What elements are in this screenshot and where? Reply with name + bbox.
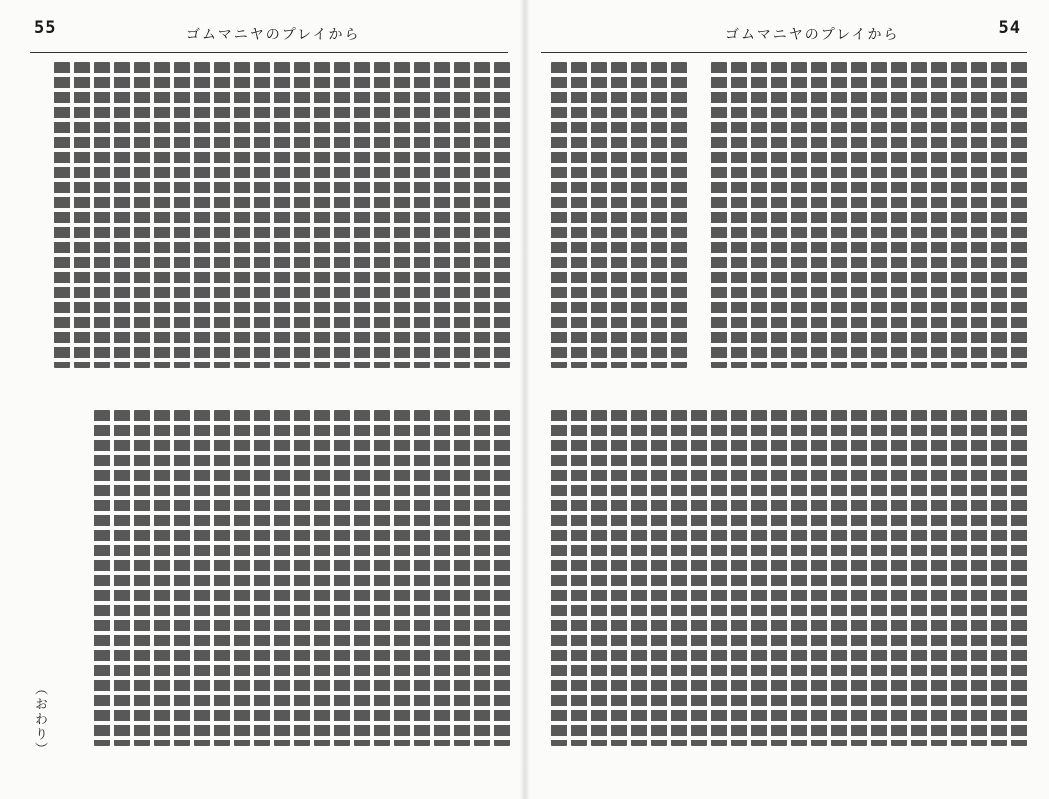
text-column: [394, 62, 410, 368]
text-block-lower-left: [40, 410, 510, 746]
text-column: [254, 62, 270, 368]
text-column: [1011, 410, 1027, 746]
text-column: [174, 410, 190, 746]
text-column: [611, 62, 627, 368]
text-column: [254, 410, 270, 746]
text-column: [951, 410, 967, 746]
text-column: [74, 410, 90, 746]
text-column: [851, 410, 867, 746]
text-column: [711, 410, 727, 746]
text-column: [1011, 62, 1027, 368]
text-column: [474, 62, 490, 368]
text-column: [154, 410, 170, 746]
running-head-right: ゴムマニヤのプレイから: [725, 27, 900, 43]
text-column: [591, 410, 607, 746]
text-column: [831, 410, 847, 746]
text-column: [354, 62, 370, 368]
text-column: [751, 62, 767, 368]
text-column: [731, 410, 747, 746]
text-block-upper-right: [543, 62, 1027, 368]
end-mark: （おわり）: [32, 682, 47, 757]
text-column: [374, 62, 390, 368]
running-head-left: ゴムマニヤのプレイから: [186, 27, 361, 43]
text-column: [434, 62, 450, 368]
text-column: [851, 62, 867, 368]
right-page: [525, 0, 1049, 799]
text-column: [631, 62, 647, 368]
text-column: [891, 62, 907, 368]
text-column: [971, 410, 987, 746]
text-column: [991, 62, 1007, 368]
text-column: [214, 62, 230, 368]
text-column: [234, 62, 250, 368]
text-column: [791, 62, 807, 368]
text-column: [94, 62, 110, 368]
header-rule-right: [541, 52, 1027, 53]
text-column: [931, 62, 947, 368]
text-column: [434, 410, 450, 746]
page-number-left: 55: [34, 18, 57, 38]
text-column: [671, 410, 687, 746]
text-column: [394, 410, 410, 746]
text-column: [811, 62, 827, 368]
text-column: [871, 62, 887, 368]
left-page: [0, 0, 524, 799]
text-column: [314, 410, 330, 746]
text-column: [971, 62, 987, 368]
text-column: [414, 62, 430, 368]
text-column: [591, 62, 607, 368]
text-column: [334, 410, 350, 746]
page-number-right: 54: [998, 18, 1021, 38]
text-column: [691, 62, 707, 368]
text-column: [551, 410, 567, 746]
text-column: [274, 62, 290, 368]
text-column: [651, 62, 667, 368]
header-rule-left: [30, 52, 508, 53]
text-column: [234, 410, 250, 746]
text-column: [134, 62, 150, 368]
text-column: [174, 62, 190, 368]
text-column: [154, 62, 170, 368]
text-column: [731, 62, 747, 368]
text-column: [911, 62, 927, 368]
text-column: [54, 62, 70, 368]
text-column: [494, 410, 510, 746]
text-column: [571, 410, 587, 746]
text-column: [194, 62, 210, 368]
text-column: [354, 410, 370, 746]
text-column: [771, 410, 787, 746]
text-column: [274, 410, 290, 746]
text-column: [931, 410, 947, 746]
text-column: [94, 410, 110, 746]
text-column: [551, 62, 567, 368]
text-column: [611, 410, 627, 746]
text-column: [571, 62, 587, 368]
text-column: [74, 62, 90, 368]
text-column: [771, 62, 787, 368]
text-block-upper-left: [40, 62, 510, 368]
text-column: [711, 62, 727, 368]
text-column: [691, 410, 707, 746]
text-column: [374, 410, 390, 746]
text-column: [114, 410, 130, 746]
text-column: [831, 62, 847, 368]
text-column: [454, 62, 470, 368]
text-column: [651, 410, 667, 746]
text-column: [334, 62, 350, 368]
text-column: [791, 410, 807, 746]
text-column: [294, 410, 310, 746]
text-column: [751, 410, 767, 746]
text-column: [671, 62, 687, 368]
text-column: [871, 410, 887, 746]
text-column: [454, 410, 470, 746]
text-column: [911, 410, 927, 746]
text-block-lower-right: [543, 410, 1027, 746]
text-column: [811, 410, 827, 746]
text-column: [294, 62, 310, 368]
text-column: [134, 410, 150, 746]
text-column: [194, 410, 210, 746]
text-column: [494, 62, 510, 368]
text-column: [951, 62, 967, 368]
text-column: [991, 410, 1007, 746]
text-column: [214, 410, 230, 746]
text-column: [114, 62, 130, 368]
text-column: [474, 410, 490, 746]
text-column: [631, 410, 647, 746]
text-column: [414, 410, 430, 746]
text-column: [314, 62, 330, 368]
text-column: [891, 410, 907, 746]
